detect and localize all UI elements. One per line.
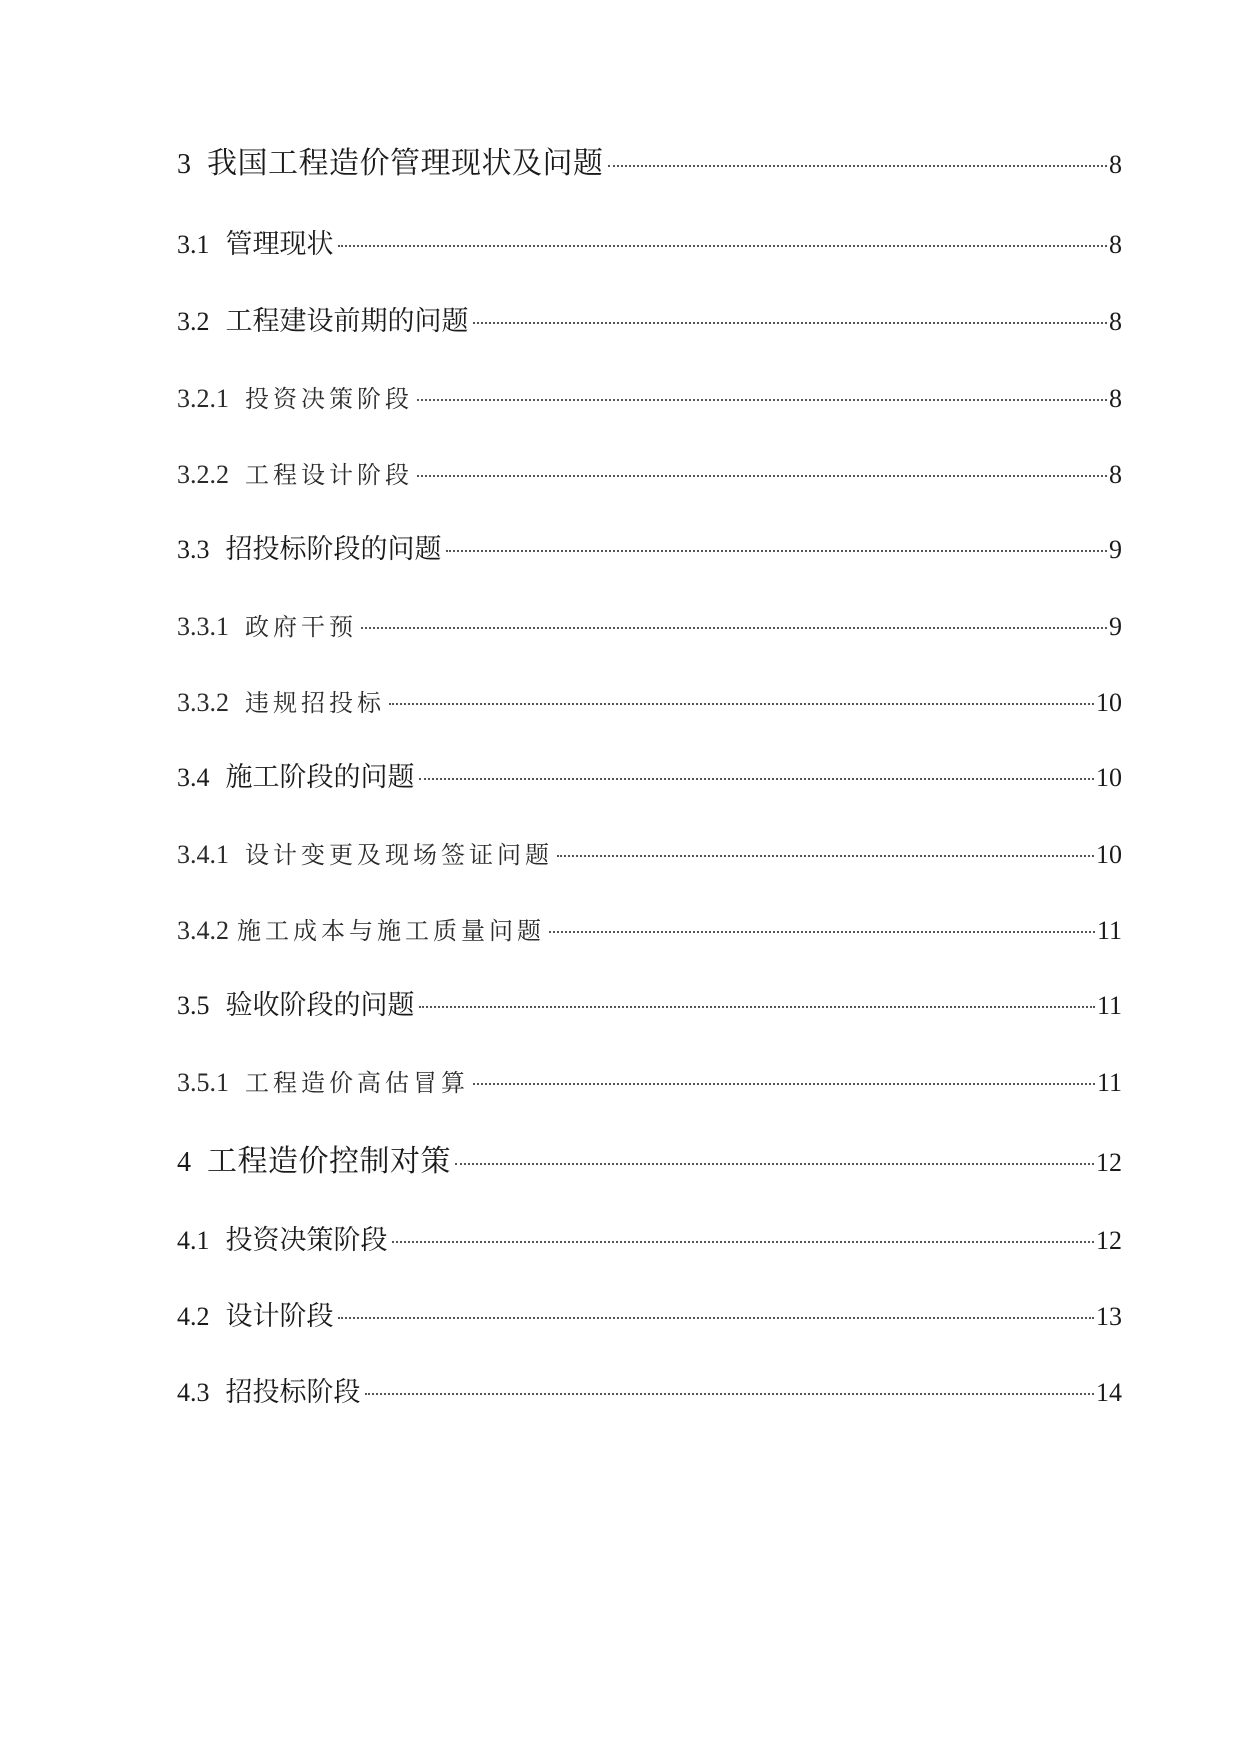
toc-entry[interactable]: [177, 146, 1122, 182]
toc-entry[interactable]: [177, 1225, 1122, 1257]
toc-entry-number: 3.2: [177, 307, 210, 336]
dot-leader: [338, 245, 1108, 247]
toc-entry-number: 3.5: [177, 991, 210, 1020]
toc-entry-number: 3.2.1: [177, 384, 229, 413]
toc-entry-page: 12: [1096, 1226, 1122, 1255]
toc-entry-title: 工程设计阶段: [245, 461, 413, 489]
toc-entry-number: 3.1: [177, 230, 210, 259]
dot-leader: [455, 1163, 1094, 1165]
dot-leader: [365, 1393, 1095, 1395]
toc-entry-page: 11: [1096, 916, 1122, 945]
dot-leader: [392, 1241, 1095, 1243]
toc-entry[interactable]: [177, 1301, 1122, 1333]
toc-entry-page: 8: [1109, 230, 1122, 259]
toc-entry[interactable]: [177, 990, 1122, 1022]
toc-entry-page: 8: [1109, 150, 1122, 179]
toc-entry[interactable]: [177, 687, 1122, 718]
toc-entry[interactable]: [177, 839, 1122, 870]
dot-leader: [608, 165, 1108, 167]
toc-entry-number: 3.4.2: [177, 916, 229, 945]
toc-entry-page: 10: [1096, 840, 1122, 869]
toc-entry-title: 违规招投标: [245, 689, 385, 717]
toc-entry-page: 8: [1109, 460, 1122, 489]
toc-entry-title: 管理现状: [225, 229, 334, 260]
toc-entry-title: 验收阶段的问题: [225, 990, 415, 1021]
toc-entry-title: 工程造价高估冒算: [245, 1069, 469, 1097]
toc-entry-title: 设计变更及现场签证问题: [245, 841, 553, 869]
toc-entry[interactable]: [177, 459, 1122, 490]
dot-leader: [338, 1317, 1095, 1319]
toc-entry-number: 4.3: [177, 1378, 210, 1407]
toc-entry[interactable]: [177, 915, 1122, 946]
toc-entry-page: 9: [1109, 535, 1122, 564]
dot-leader: [473, 322, 1108, 324]
dot-leader: [557, 855, 1094, 857]
toc-entry[interactable]: [177, 1144, 1122, 1180]
toc-entry-title: 工程造价控制对策: [207, 1144, 451, 1179]
toc-entry-number: 3.5.1: [177, 1068, 229, 1097]
dot-leader: [361, 627, 1107, 629]
toc-entry-title: 投资决策阶段: [225, 1225, 388, 1256]
toc-entry-number: 3.3: [177, 535, 210, 564]
toc-entry-page: 14: [1096, 1378, 1122, 1407]
toc-entry-title: 招投标阶段: [225, 1377, 361, 1408]
toc-entry-title: 招投标阶段的问题: [225, 534, 442, 565]
toc-entry-title: 工程建设前期的问题: [225, 306, 469, 337]
toc-entry-page: 8: [1109, 307, 1122, 336]
toc-entry-page: 10: [1096, 763, 1122, 792]
toc-entry-page: 9: [1109, 612, 1122, 641]
toc-entry-number: 3.3.2: [177, 688, 229, 717]
toc-entry[interactable]: [177, 1067, 1122, 1098]
dot-leader: [417, 475, 1107, 477]
toc-entry-number: 3.4: [177, 763, 210, 792]
dot-leader: [549, 931, 1095, 933]
toc-entry-number: 3.4.1: [177, 840, 229, 869]
dot-leader: [419, 778, 1095, 780]
dot-leader: [473, 1083, 1095, 1085]
toc-entry-page: 12: [1096, 1148, 1122, 1177]
toc-entry-title: 施工成本与施工质量问题: [237, 917, 545, 945]
toc-entry[interactable]: [177, 383, 1122, 414]
toc-entry-title: 设计阶段: [225, 1301, 334, 1332]
toc-entry-page: 8: [1109, 384, 1122, 413]
toc-entry[interactable]: [177, 306, 1122, 338]
toc-entry-number: 4.2: [177, 1302, 210, 1331]
dot-leader: [446, 550, 1108, 552]
toc-entry-number: 4: [177, 1147, 191, 1178]
toc-entry-title: 投资决策阶段: [245, 385, 413, 413]
toc-entry-page: 11: [1096, 991, 1122, 1020]
toc-entry-number: 3: [177, 149, 191, 180]
toc-entry-page: 13: [1096, 1302, 1122, 1331]
toc-entry-number: 3.2.2: [177, 460, 229, 489]
dot-leader: [417, 399, 1107, 401]
table-of-contents: [177, 0, 1122, 1754]
toc-entry-title: 我国工程造价管理现状及问题: [207, 146, 604, 181]
toc-entry-title: 施工阶段的问题: [225, 762, 415, 793]
toc-entry-number: 3.3.1: [177, 612, 229, 641]
toc-entry[interactable]: [177, 611, 1122, 642]
dot-leader: [419, 1006, 1095, 1008]
toc-entry-title: 政府干预: [245, 613, 357, 641]
toc-entry-page: 10: [1096, 688, 1122, 717]
toc-entry-number: 4.1: [177, 1226, 210, 1255]
toc-entry[interactable]: [177, 762, 1122, 794]
toc-entry-page: 11: [1096, 1068, 1122, 1097]
toc-entry[interactable]: [177, 229, 1122, 261]
toc-entry[interactable]: [177, 1377, 1122, 1409]
toc-entry[interactable]: [177, 534, 1122, 566]
dot-leader: [389, 703, 1094, 705]
